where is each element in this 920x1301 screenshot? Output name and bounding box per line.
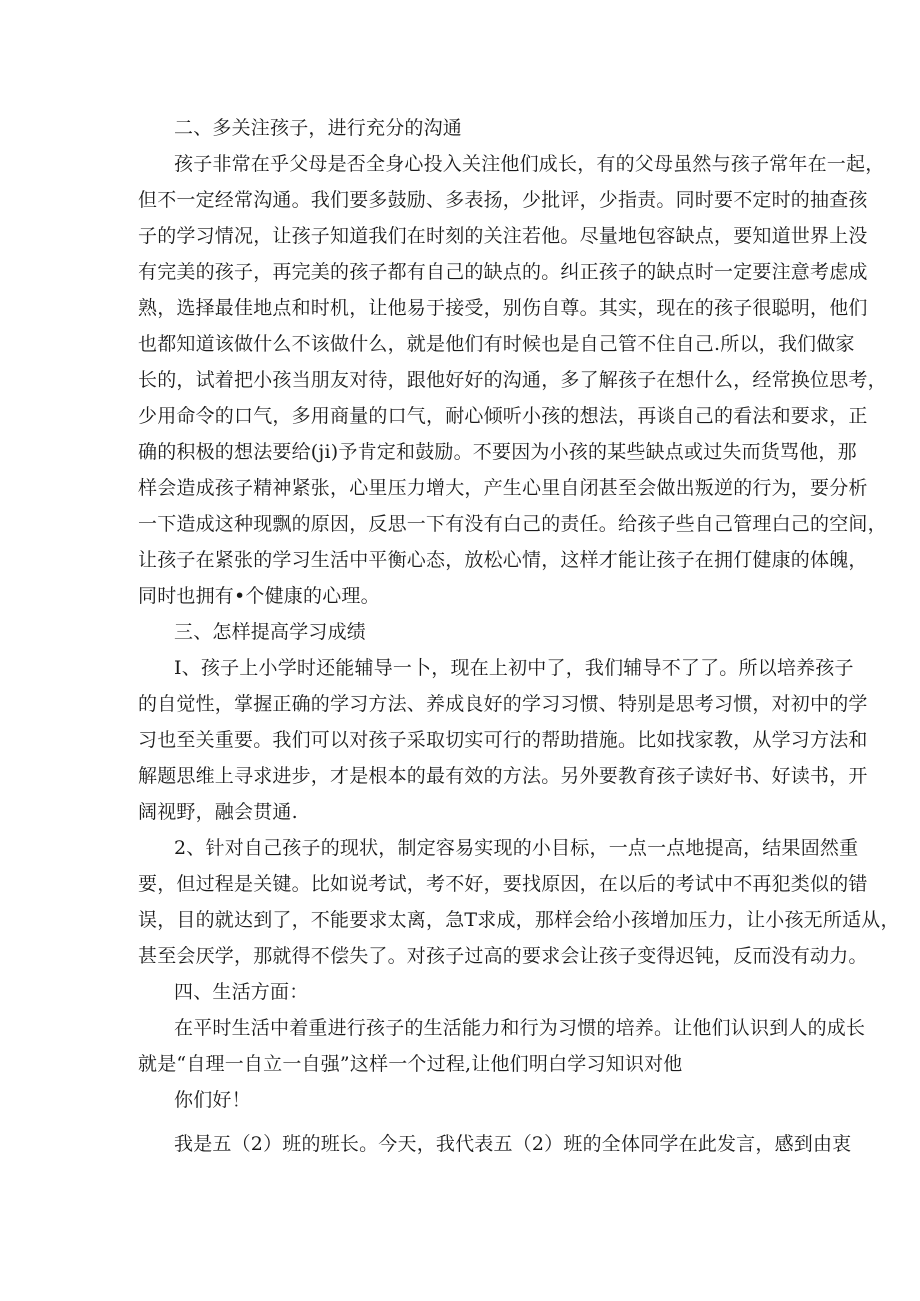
paragraph-line: 但不一定经常沟通。我们要多鼓励、多表扬，少批评，少指责。同时要不定时的抽查孩 xyxy=(138,189,868,211)
paragraph-line: 习也至关重要。我们可以对孩子采取切实可行的帮助措施。比如找家教，从学习方法和 xyxy=(138,729,868,751)
greeting-line: 你们好！ xyxy=(174,1089,251,1111)
paragraph-line: 也都知道该做什么不该做什么，就是他们有时候也是自己管不住自己.所以，我们做家 xyxy=(138,333,855,355)
section-heading-life: 四、生活方面： xyxy=(174,981,309,1003)
paragraph-line: 让孩子在紧张的学习生活中平衡心态，放松心情，这样才能让孩子在拥仃健康的体魄， xyxy=(138,549,868,571)
section-heading-study: 三、怎样提高学习成绩 xyxy=(174,621,367,643)
paragraph-line: 的自觉性，掌握正确的学习方法、养成良好的学习习惯、特别是思考习惯，对初中的学 xyxy=(138,693,868,715)
paragraph-line: 有完美的孩子，再完美的孩子都有自己的缺点的。纠正孩子的缺点时一定要注意考虑成 xyxy=(138,261,868,283)
paragraph-line: 样会造成孩子精神紧张，心里压力增大，产生心里自闭甚至会做出叛逆的行为，要分析 xyxy=(138,477,868,499)
paragraph-line: 子的学习情况，让孩子知道我们在时刻的关注若他。尽量地包容缺点，要知道世界上没 xyxy=(138,225,868,247)
paragraph-line: 甚至会厌学，那就得不偿失了。对孩子过高的要求会让孩子变得迟钝，反而没有动力。 xyxy=(138,945,868,967)
paragraph-line: I、孩子上小学时还能辅导一卜，现在上初中了，我们辅导不了了。所以培养孩子 xyxy=(174,657,854,679)
paragraph-line: 2、针对自己孩子的现状，制定容易实现的小目标，一点一点地提高，结果固然重 xyxy=(174,837,859,859)
paragraph-line: 长的，试着把小孩当朋友对待，跟他好好的沟通，多了解孩子在想什么，经常换位思考， xyxy=(138,369,887,391)
paragraph-line: 解题思维上寻求进步，才是根本的最有效的方法。另外要教育孩子读好书、好读书，开 xyxy=(138,765,868,787)
paragraph-line: 少用命令的口气，多用商量的口气，耐心倾听小孩的想法，再谈自己的看法和要求，正 xyxy=(138,405,868,427)
paragraph-line: 孩子非常在乎父母是否全身心投入关注他们成长，有的父母虽然与孩子常年在一起， xyxy=(174,153,885,175)
paragraph-line: 误，目的就达到了，不能要求太离，急T求成，那样会给小孩增加压力，让小孩无所适从， xyxy=(138,909,900,931)
paragraph-line: 确的积极的想法要给(ji)予肯定和鼓励。不要因为小孩的某些缺点或过失而货骂他，那 xyxy=(138,441,857,463)
paragraph-line: 同时也拥有•个健康的心理。 xyxy=(138,585,380,607)
paragraph-line: 熟，选择最佳地点和时机，让他易于接受，别伤自尊。其实，现在的孩子很聪明，他们 xyxy=(138,297,868,319)
paragraph-line: 就是“自理一自立一自强”这样一个过程,让他们明白学习知识对他 xyxy=(138,1053,683,1075)
paragraph-line: 在平时生活中着重进行孩子的生活能力和行为习惯的培养。让他们认识到人的成长 xyxy=(174,1017,866,1039)
paragraph-line: 要，但过程是关键。比如说考试，考不好，要找原因，在以后的考试中不再犯类似的错 xyxy=(138,873,868,895)
paragraph-line: 我是五（2）班的班长。今天，我代表五（2）班的全体同学在此发言，感到由衷 xyxy=(174,1133,852,1155)
paragraph-line: 一下造成这种现飘的原因，反思一下有没有白己的责任。给孩子些自己管理白己的空间， xyxy=(138,513,887,535)
section-heading-communication: 二、多关注孩子，进行充分的沟通 xyxy=(174,117,463,139)
paragraph-line: 阔视野，融会贯通. xyxy=(138,801,298,823)
